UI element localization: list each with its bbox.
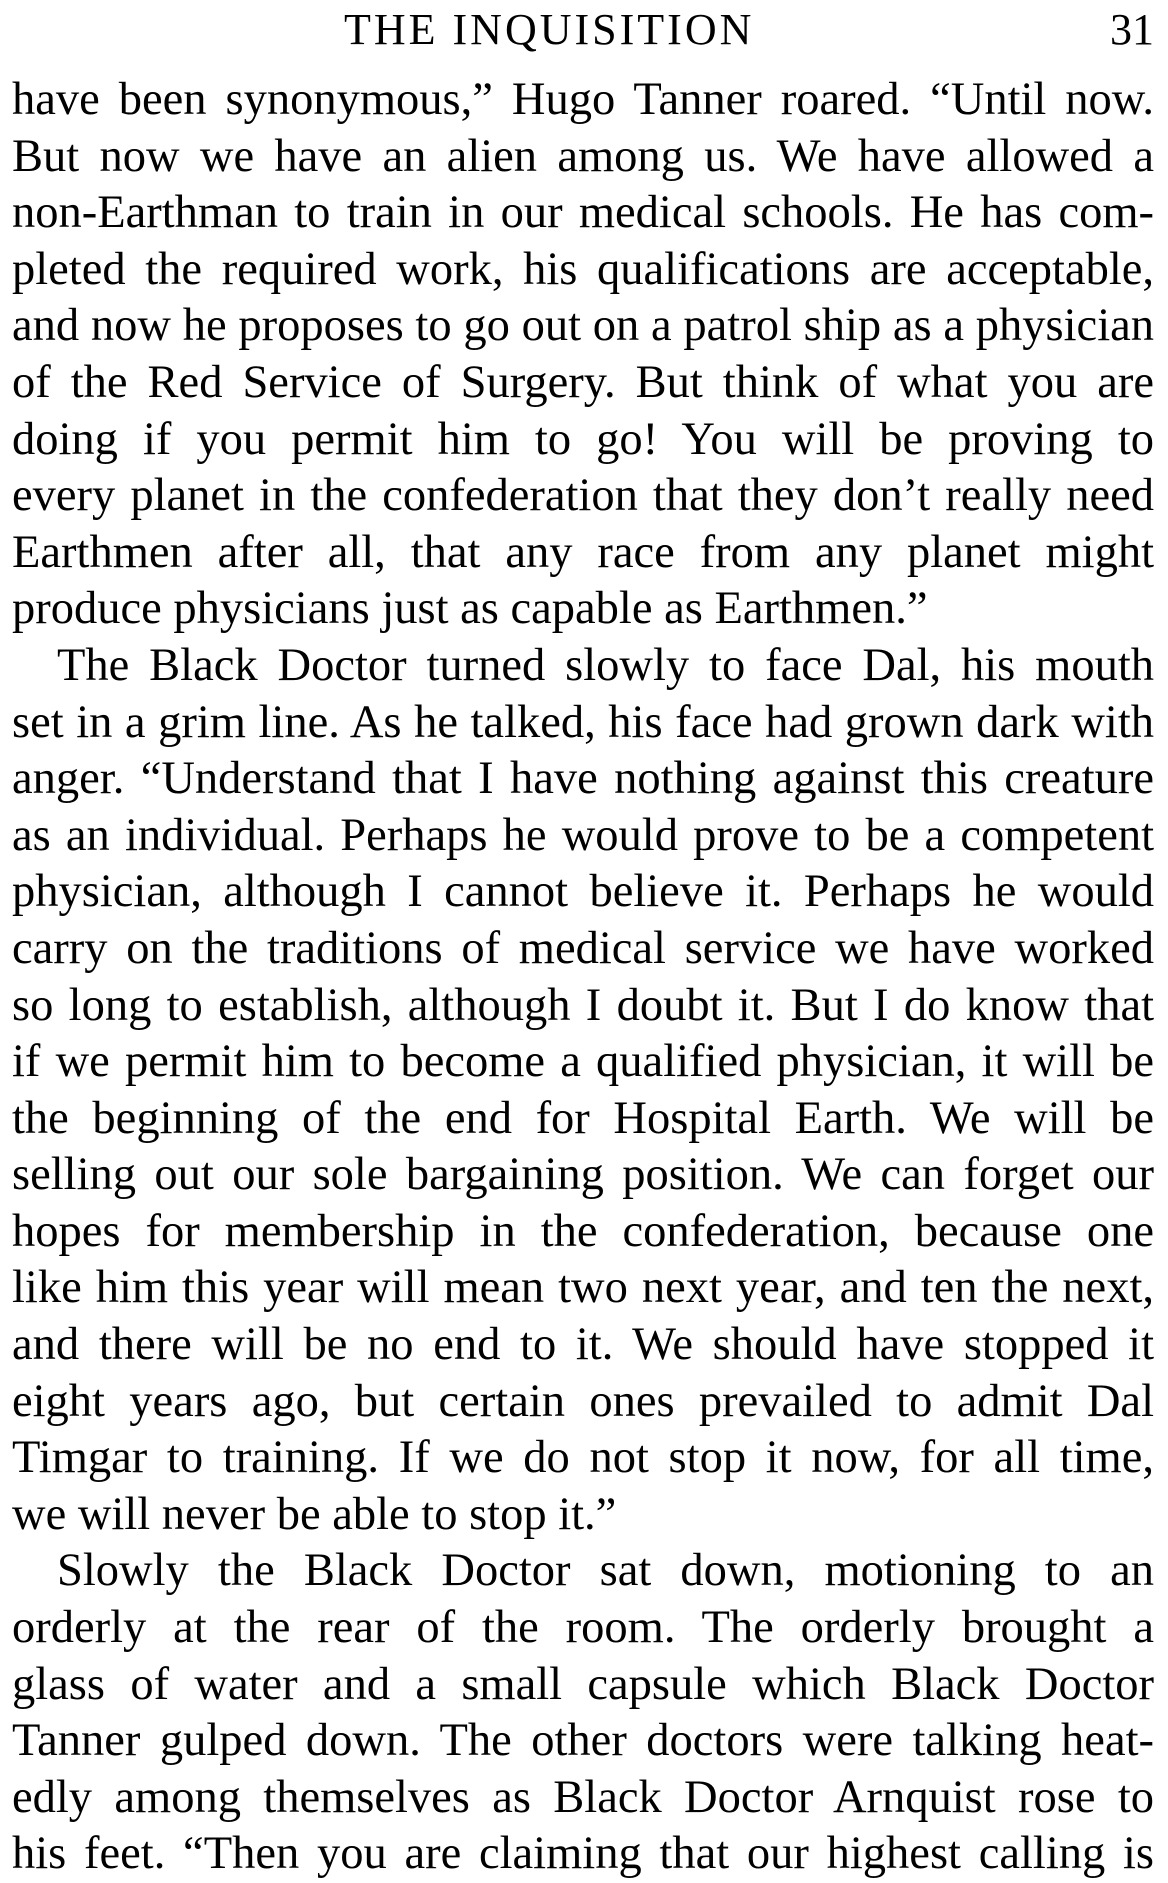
- text-line: produce physicians just as capable as Earthmen.”: [12, 583, 928, 635]
- text-line: edly among themselves as Black Doctor Arnquist rose to: [12, 1771, 1154, 1823]
- paragraph-start-line: The Black Doctor turned slowly to face Dal, his mouth: [57, 639, 1154, 691]
- text-line: and now he proposes to go out on a patrol ship as a physician: [12, 300, 1154, 352]
- page-number: 31: [1110, 5, 1154, 54]
- text-line: hopes for membership in the confederation, because one: [12, 1205, 1154, 1257]
- running-title: THE INQUISITION: [344, 5, 755, 54]
- text-line: carry on the traditions of medical service we have worked: [12, 922, 1154, 974]
- paragraph-start-line: Slowly the Black Doctor sat down, motioning to an: [57, 1545, 1154, 1597]
- text-line: doing if you permit him to go! You will be proving to: [12, 413, 1154, 465]
- text-line: as an individual. Perhaps he would prove to be a competent: [12, 809, 1154, 861]
- text-line: like him this year will mean two next year, and ten the next,: [12, 1262, 1154, 1314]
- text-line: of the Red Service of Surgery. But think of what you are: [12, 356, 1154, 408]
- text-line: selling out our sole bargaining position. We can forget our: [12, 1149, 1154, 1201]
- text-line: his feet. “Then you are claiming that our highest calling is: [12, 1828, 1154, 1880]
- text-line: eight years ago, but certain ones prevailed to admit Dal: [12, 1375, 1154, 1427]
- text-line: and there will be no end to it. We should have stopped it: [12, 1319, 1154, 1371]
- text-line: we will never be able to stop it.”: [12, 1488, 617, 1540]
- text-line: But now we have an alien among us. We have allowed a: [12, 130, 1154, 182]
- text-line: set in a grim line. As he talked, his face had grown dark with: [12, 696, 1154, 748]
- text-line: anger. “Understand that I have nothing against this creature: [12, 753, 1154, 805]
- text-line: Tanner gulped down. The other doctors were talking heat-: [12, 1715, 1154, 1767]
- text-line: have been synonymous,” Hugo Tanner roared. “Until now.: [12, 74, 1154, 125]
- text-line: Timgar to training. If we do not stop it now, for all time,: [12, 1432, 1154, 1484]
- text-line: physician, although I cannot believe it. Perhaps he would: [12, 866, 1154, 918]
- text-line: pleted the required work, his qualifications are acceptable,: [12, 243, 1154, 295]
- text-line: the beginning of the end for Hospital Earth. We will be: [12, 1092, 1154, 1144]
- running-head: [0, 2, 1168, 58]
- text-line: glass of water and a small capsule which Black Doctor: [12, 1658, 1154, 1710]
- body-text: [12, 72, 1154, 1883]
- text-line: orderly at the rear of the room. The orderly brought a: [12, 1602, 1154, 1654]
- text-line: if we permit him to become a qualified physician, it will be: [12, 1036, 1154, 1088]
- text-line: so long to establish, although I doubt it. But I do know that: [12, 979, 1154, 1031]
- text-line: non-Earthman to train in our medical schools. He has com-: [12, 187, 1154, 239]
- text-line: every planet in the confederation that they don’t really need: [12, 470, 1154, 522]
- text-line: Earthmen after all, that any race from any planet might: [12, 526, 1154, 578]
